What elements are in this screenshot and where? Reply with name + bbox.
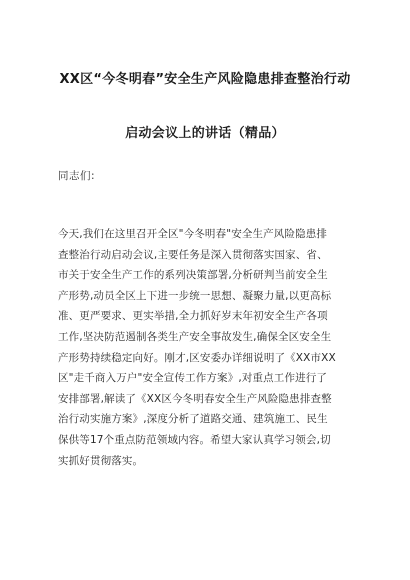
paragraph-line: 今天,我们在这里召开全区"今冬明春"安全生产风险隐患排	[58, 228, 328, 240]
paragraph-line: 区"走千商入万户"安全宣传工作方案》,对重点工作进行了	[58, 372, 328, 385]
paragraph-line: 工作,坚决防范遏制各类生产安全事故发生,确保全区安全生	[58, 330, 332, 343]
paragraph-line: 查整治行动启动会议,主要任务是深入贯彻落实国家、省、	[58, 248, 328, 261]
paragraph-line: 产形势持续稳定向好。刚才,区安委办详细说明了《XX市XX	[58, 351, 336, 364]
speech-paragraph	[58, 224, 354, 471]
document-title-line-2: 启动会议上的讲话（精品）	[125, 126, 285, 141]
document-title-line-1: XX区“今冬明春”安全生产风险隐患排查整治行动	[59, 72, 351, 87]
paragraph-line: 治行动实施方案》,深度分析了道路交通、建筑施工、民生	[58, 413, 328, 426]
salutation: 同志们:	[58, 170, 96, 182]
paragraph-line: 安排部署,解读了《XX区今冬明春安全生产风险隐患排查整	[58, 392, 332, 405]
paragraph-line: 产形势,动员全区上下进一步统一思想、凝聚力量,以更高标	[58, 289, 332, 302]
paragraph-line: 实抓好贯彻落实。	[58, 454, 144, 467]
paragraph-line: 准、更严要求、更实举措,全力抓好岁末年初安全生产各项	[58, 310, 328, 323]
paragraph-line: 市关于安全生产工作的系列决策部署,分析研判当前安全生	[58, 269, 328, 282]
paragraph-line: 保供等17个重点防范领域内容。希望大家认真学习领会,切	[58, 433, 331, 446]
